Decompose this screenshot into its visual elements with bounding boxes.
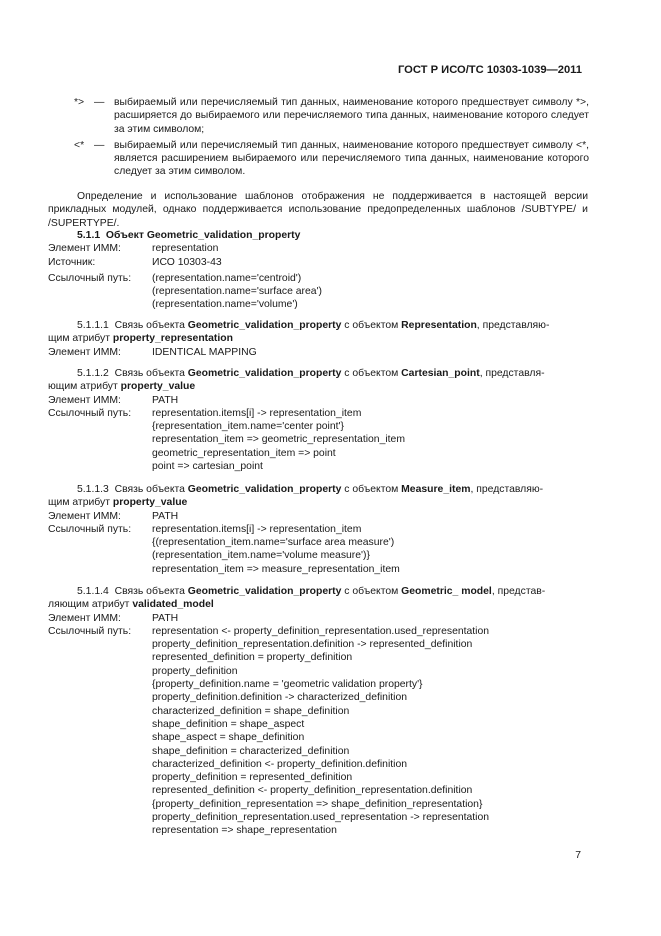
subsection-post: , представляю- [476, 320, 550, 331]
row-label: Ссылочный путь: [48, 407, 132, 419]
mapping-row [48, 612, 588, 625]
page-number: 7 [575, 850, 581, 861]
row-label: Элемент ИММ: [48, 612, 121, 624]
subsection-number: 5.1.1.4 [77, 586, 109, 597]
subsection-post: , представля- [479, 368, 545, 379]
subsection-target: Measure_item [401, 484, 471, 495]
definition-symbol: *> [74, 97, 85, 108]
row-value: property_definition = represented_definition [152, 772, 353, 784]
row-value: representation => shape_representation [152, 825, 337, 837]
subsection-line2-pre: ляющим атрибут [48, 599, 130, 611]
row-value: characterized_definition = shape_definition [152, 705, 350, 717]
row-value: shape_aspect = shape_definition [152, 732, 305, 744]
mapping-row [48, 407, 588, 473]
definition-item [74, 139, 589, 179]
mapping-row [48, 242, 588, 255]
mapping-row [48, 625, 588, 838]
row-value: IDENTICAL MAPPING [152, 346, 257, 358]
definition-dash: — [94, 97, 105, 108]
row-value: {property_definition.name = 'geometric validation property'} [152, 679, 423, 691]
definition-item [74, 96, 589, 136]
subsection-number: 5.1.1.2 [77, 368, 109, 379]
row-value: characterized_definition <- property_definition.definition [152, 758, 408, 770]
subsection-entity: Geometric_validation_property [187, 484, 342, 495]
subsection-attribute: validated_model [132, 599, 214, 611]
subsection-line2-pre: щим атрибут [48, 333, 110, 345]
row-label: Элемент ИММ: [48, 394, 121, 406]
definition-text: выбираемый или перечисляемый тип данных, наименование которого предшествует символу *>, расширяется до выбираемого или перечисляемого типа данных, наименование которого следует за этим символом; [114, 97, 589, 135]
row-value: (representation_item.name='volume measure')} [152, 550, 370, 562]
row-label: Элемент ИММ: [48, 510, 121, 522]
subsection-heading-line2 [48, 332, 588, 345]
subsection-pre: Связь объекта [114, 484, 185, 495]
subsection-heading-line2 [48, 380, 588, 393]
row-label: Элемент ИММ: [48, 346, 121, 358]
subsection-heading-line2 [48, 598, 588, 611]
row-label: Ссылочный путь: [48, 523, 132, 535]
mapping-row [48, 394, 588, 407]
subsection-pre: Связь объекта [114, 586, 185, 597]
subsection-heading-line1 [48, 483, 588, 496]
row-value: ИСО 10303-43 [152, 256, 222, 268]
section-number: 5.1.1 [77, 230, 101, 241]
row-value: representation.items[i] -> representation_item [152, 523, 362, 535]
mapping-row [48, 346, 588, 359]
subsection-5-1-1-4 [48, 585, 588, 838]
subsection-post: , представ- [491, 586, 546, 597]
subsection-entity: Geometric_validation_property [187, 586, 342, 597]
section-title-entity: Geometric_validation_property [146, 230, 301, 241]
section-heading [48, 229, 588, 242]
row-value: PATH [152, 394, 179, 406]
subsection-line2-pre: щим атрибут [48, 497, 110, 509]
subsection-mid: с объектом [344, 586, 399, 597]
row-value: (representation.name='surface area') [152, 286, 323, 298]
row-label: Ссылочный путь: [48, 625, 132, 637]
row-value: property_definition [152, 665, 238, 677]
row-value: property_definition_representation.definition -> represented_definition [152, 639, 473, 651]
subsection-line2-pre: ющим атрибут [48, 381, 118, 393]
row-value: (representation.name='centroid') [152, 272, 302, 284]
subsection-entity: Geometric_validation_property [187, 368, 342, 379]
row-value: representation <- property_definition_representation.used_representation [152, 625, 490, 637]
subsection-pre: Связь объекта [114, 368, 185, 379]
subsection-mid: с объектом [344, 484, 399, 495]
row-value: (representation.name='volume') [152, 299, 298, 311]
mapping-row [48, 272, 588, 312]
subsection-heading-line1 [48, 367, 588, 380]
row-value: representation_item => measure_representation_item [152, 563, 400, 575]
definition-symbol: <* [74, 139, 85, 151]
row-value: represented_definition <- property_definition_representation.definition [152, 785, 473, 797]
subsection-pre: Связь объекта [114, 320, 185, 331]
subsection-target: Representation [401, 320, 477, 331]
row-value: represented_definition = property_definition [152, 652, 353, 664]
subsection-attribute: property_value [120, 381, 196, 393]
row-value: {(representation_item.name='surface area measure') [152, 537, 395, 549]
document-header: ГОСТ Р ИСО/ТС 10303-1039—2011 [397, 64, 582, 76]
section-5-1-1 [48, 229, 588, 312]
row-value: property_definition.definition -> characterized_definition [152, 692, 408, 704]
row-label: Ссылочный путь: [48, 272, 132, 284]
subsection-heading-line1 [48, 319, 588, 332]
intro-paragraph: Определение и использование шаблонов отображения не поддерживается в настоящей версии прикладных модулей, однако поддерживается использование предопределенных шаблонов /SUBTYPE/ и /SUPERTYPE/. [48, 191, 588, 229]
row-value: {representation_item.name='center point'} [152, 421, 344, 433]
subsection-heading-line1 [48, 585, 588, 598]
subsection-5-1-1-1 [48, 319, 588, 359]
subsection-5-1-1-3 [48, 483, 588, 576]
subsection-5-1-1-2 [48, 367, 588, 473]
subsection-mid: с объектом [344, 320, 399, 331]
row-label: Источник: [48, 256, 96, 268]
row-value: point => cartesian_point [152, 461, 263, 473]
subsection-target: Geometric_ model [401, 586, 492, 597]
row-value: property_definition_representation.used_representation -> representation [152, 812, 490, 824]
mapping-row [48, 523, 588, 576]
subsection-mid: с объектом [344, 368, 399, 379]
subsection-entity: Geometric_validation_property [187, 320, 342, 331]
row-value: geometric_representation_item => point [152, 447, 336, 459]
row-value: shape_definition = characterized_definition [152, 745, 350, 757]
subsection-number: 5.1.1.1 [77, 320, 109, 331]
row-value: representation.items[i] -> representation_item [152, 407, 362, 419]
mapping-row [48, 510, 588, 523]
definition-dash: — [94, 139, 105, 151]
subsection-heading-line2 [48, 496, 588, 509]
row-value: shape_definition = shape_aspect [152, 718, 305, 730]
subsection-number: 5.1.1.3 [77, 484, 109, 495]
subsection-target: Cartesian_point [401, 368, 480, 379]
subsection-attribute: property_value [112, 497, 188, 509]
subsection-attribute: property_representation [112, 333, 233, 345]
row-value: representation_item => geometric_representation_item [152, 434, 405, 446]
row-value: representation [152, 243, 219, 255]
mapping-row [48, 256, 588, 269]
definition-text: выбираемый или перечисляемый тип данных, наименование которого предшествует символу <*, является расширением выбираемого или перечисляемого типа данных, наименование которого следует за этим символом. [114, 139, 589, 178]
row-value: PATH [152, 612, 179, 624]
symbol-definitions [74, 96, 589, 182]
row-value: {property_definition_representation => shape_definition_representation} [152, 798, 483, 810]
row-value: PATH [152, 510, 179, 522]
subsection-post: , представляю- [470, 484, 544, 495]
section-title-prefix: Объект [105, 230, 144, 241]
row-label: Элемент ИММ: [48, 243, 121, 255]
